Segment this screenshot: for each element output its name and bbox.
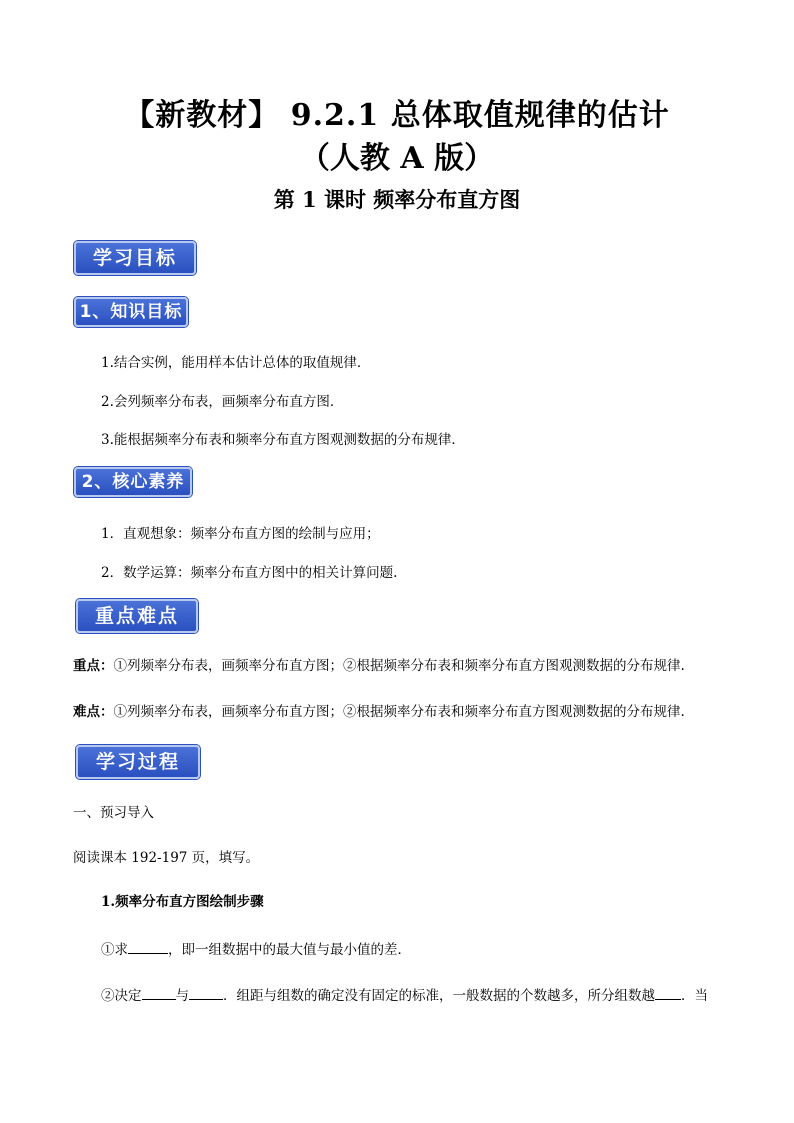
difficult-point bbox=[73, 702, 685, 722]
knowledge-item-2: 2.会列频率分布表，画频率分布直方图． bbox=[101, 394, 344, 410]
step-2-end: ．当 bbox=[681, 988, 708, 1004]
document-subtitle: 第 1 课时 频率分布直方图 bbox=[273, 187, 521, 212]
key-point bbox=[73, 656, 685, 676]
section-badge-key-difficult: 重点难点 bbox=[76, 599, 198, 633]
fill-blank-range[interactable] bbox=[128, 939, 168, 954]
step-2-mid: 与 bbox=[175, 988, 189, 1004]
fill-blank-more-groups[interactable] bbox=[655, 985, 681, 1000]
literacy-item-2: 2．数学运算：频率分布直方图中的相关计算问题. bbox=[101, 565, 398, 581]
document-edition: （人教 A 版） bbox=[299, 141, 495, 176]
key-point-text: ①列频率分布表，画频率分布直方图；②根据频率分布表和频率分布直方图观测数据的分布规律. bbox=[113, 658, 685, 674]
difficult-point-text: ①列频率分布表，画频率分布直方图；②根据频率分布表和频率分布直方图观测数据的分布规律. bbox=[113, 704, 685, 720]
section-badge-core-literacy: 2、核心素养 bbox=[74, 467, 192, 497]
literacy-item-1: 1．直观想象：频率分布直方图的绘制与应用； bbox=[101, 526, 380, 542]
preview-heading: 一、预习导入 bbox=[73, 805, 154, 821]
step-2-prefix: ②决定 bbox=[101, 988, 142, 1004]
document-title: 【新教材】 9.2.1 总体取值规律的估计 bbox=[124, 98, 670, 133]
step-2-suffix: ．组距与组数的确定没有固定的标准，一般数据的个数越多，所分组数越 bbox=[223, 988, 655, 1004]
difficult-point-label: 难点： bbox=[73, 704, 114, 720]
step-1 bbox=[101, 939, 411, 960]
section-badge-learning-goals: 学习目标 bbox=[74, 241, 196, 275]
step-1-prefix: ①求 bbox=[101, 942, 128, 958]
fill-blank-group-width[interactable] bbox=[142, 985, 176, 1000]
steps-title: 1.频率分布直方图绘制步骤 bbox=[101, 894, 264, 910]
knowledge-item-3: 3.能根据频率分布表和频率分布直方图观测数据的分布规律． bbox=[101, 432, 465, 448]
reading-instruction: 阅读课本 192-197 页，填写。 bbox=[73, 850, 260, 866]
key-point-label: 重点： bbox=[73, 658, 114, 674]
section-badge-learning-process: 学习过程 bbox=[76, 745, 200, 779]
knowledge-item-1: 1.结合实例，能用样本估计总体的取值规律． bbox=[101, 355, 371, 371]
section-badge-knowledge-goals: 1、知识目标 bbox=[74, 297, 188, 327]
step-1-suffix: ，即一组数据中的最大值与最小值的差． bbox=[168, 942, 411, 958]
fill-blank-group-count[interactable] bbox=[189, 985, 223, 1000]
step-2 bbox=[101, 985, 708, 1006]
